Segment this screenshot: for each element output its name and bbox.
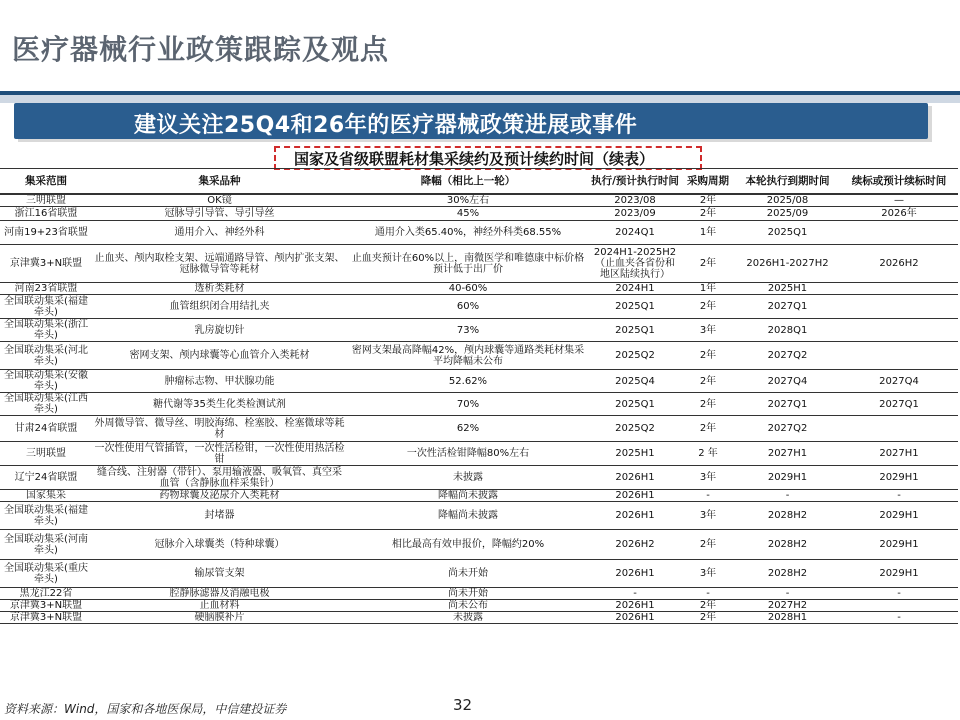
table-cell: 2025Q1 (735, 221, 840, 245)
table-cell: 2027Q1 (735, 393, 840, 416)
table-cell: 通用介入、神经外科 (92, 221, 347, 245)
table-cell: — (840, 194, 958, 207)
footer-source: 资料来源：Wind，国家和各地医保局，中信建投证券 (4, 702, 287, 716)
table-cell: 2027Q1 (840, 393, 958, 416)
table-cell: 乳房旋切针 (92, 319, 347, 342)
table-cell: 2025Q2 (589, 342, 681, 370)
table-cell: 京津冀3+N联盟 (0, 245, 92, 283)
table-cell: 全国联动集采(福建牵头) (0, 295, 92, 319)
table-cell: 2027Q4 (840, 370, 958, 393)
table-cell: 2029H1 (840, 502, 958, 530)
table-cell: 2028H1 (735, 612, 840, 624)
table-cell: - (735, 490, 840, 502)
table-cell: 2 年 (681, 442, 735, 466)
table-cell: 2026年 (840, 207, 958, 221)
table-cell: 京津冀3+N联盟 (0, 600, 92, 612)
table-cell: 2年 (681, 370, 735, 393)
table-cell: 硬脑膜补片 (92, 612, 347, 624)
banner-title: 建议关注25Q4和26年的医疗器械政策进展或事件 (134, 113, 638, 138)
table-cell: - (681, 588, 735, 600)
col-header: 集采范围 (0, 169, 92, 195)
table-cell: 2025Q2 (589, 416, 681, 442)
procurement-table (0, 168, 958, 624)
table-row (0, 295, 958, 319)
table-cell: 60% (347, 295, 589, 319)
table-cell: 2026H2 (589, 530, 681, 560)
table-cell (840, 295, 958, 319)
table-cell: 止血材料 (92, 600, 347, 612)
table-cell: 2年 (681, 530, 735, 560)
table-cell: 2年 (681, 342, 735, 370)
table-cell: 密网支架、颅内球囊等心血管介入类耗材 (92, 342, 347, 370)
table-row (0, 283, 958, 295)
table-cell: 三明联盟 (0, 442, 92, 466)
table-subtitle: 国家及省级联盟耗材集采续约及预计续约时间（续表） (294, 150, 655, 168)
col-header: 执行/预计执行时间 (589, 169, 681, 195)
table-cell: 降幅尚未披露 (347, 490, 589, 502)
table-cell: 尚未开始 (347, 560, 589, 588)
table-cell: 未披露 (347, 466, 589, 490)
table-cell: 3年 (681, 466, 735, 490)
table-cell: 缝合线、注射器（带针）、泵用输液器、吸氧管、真空采血管（含静脉血样采集针） (92, 466, 347, 490)
table-cell: 通用介入类65.40%，神经外科类68.55% (347, 221, 589, 245)
col-header: 续标或预计续标时间 (840, 169, 958, 195)
table-cell: 2年 (681, 416, 735, 442)
table-cell: - (681, 490, 735, 502)
table-cell: 相比最高有效申报价，降幅约20% (347, 530, 589, 560)
table-cell: 全国联动集采(重庆牵头) (0, 560, 92, 588)
table-cell: 全国联动集采(河南牵头) (0, 530, 92, 560)
table-cell: 2026H1 (589, 502, 681, 530)
table-cell: 3年 (681, 319, 735, 342)
table-cell: 2023/08 (589, 194, 681, 207)
table-cell: 70% (347, 393, 589, 416)
table-cell: 全国联动集采(浙江牵头) (0, 319, 92, 342)
table-row (0, 490, 958, 502)
table-cell: 2025Q4 (589, 370, 681, 393)
table-cell (840, 283, 958, 295)
table-cell: 全国联动集采(河北牵头) (0, 342, 92, 370)
col-header: 本轮执行到期时间 (735, 169, 840, 195)
table-cell: 尚未开始 (347, 588, 589, 600)
table-cell: 输尿管支架 (92, 560, 347, 588)
table-cell: 30%左右 (347, 194, 589, 207)
table-cell: 腔静脉滤器及消融电极 (92, 588, 347, 600)
table-cell: 2年 (681, 207, 735, 221)
table-cell: 河南19+23省联盟 (0, 221, 92, 245)
table-cell: 2029H1 (840, 560, 958, 588)
table-cell: 降幅尚未披露 (347, 502, 589, 530)
table-cell: - (735, 588, 840, 600)
table-cell: 京津冀3+N联盟 (0, 612, 92, 624)
header-band (0, 95, 960, 103)
table-cell: - (840, 490, 958, 502)
table-cell (840, 221, 958, 245)
table-row (0, 530, 958, 560)
table-cell: 辽宁24省联盟 (0, 466, 92, 490)
table-cell: 肿瘤标志物、甲状腺功能 (92, 370, 347, 393)
table-cell: 2029H1 (840, 466, 958, 490)
table-cell: 2年 (681, 245, 735, 283)
table-cell: 2027Q4 (735, 370, 840, 393)
table-row (0, 245, 958, 283)
table-cell: 2年 (681, 393, 735, 416)
table-cell: 2年 (681, 194, 735, 207)
table-cell: 2025H1 (589, 442, 681, 466)
table-cell: 2027H2 (735, 600, 840, 612)
table-cell: 40-60% (347, 283, 589, 295)
table-cell: - (589, 588, 681, 600)
table-cell: 封堵器 (92, 502, 347, 530)
table-cell: 2025/09 (735, 207, 840, 221)
table-cell: 2025Q1 (589, 295, 681, 319)
table-cell: 2026H1 (589, 466, 681, 490)
table-cell: 2023/09 (589, 207, 681, 221)
table-cell: 甘肃24省联盟 (0, 416, 92, 442)
table-row (0, 560, 958, 588)
table-cell: 2026H1-2027H2 (735, 245, 840, 283)
table-cell: 1年 (681, 221, 735, 245)
table-cell (840, 319, 958, 342)
col-header: 降幅（相比上一轮） (347, 169, 589, 195)
table-cell: 2年 (681, 600, 735, 612)
table-cell: 浙江16省联盟 (0, 207, 92, 221)
table-cell: 河南23省联盟 (0, 283, 92, 295)
table-cell: OK镜 (92, 194, 347, 207)
table-cell: 糖代谢等35类生化类检测试剂 (92, 393, 347, 416)
table-cell: 全国联动集采(江西牵头) (0, 393, 92, 416)
table-header-row (0, 169, 958, 195)
table-cell: 2028Q1 (735, 319, 840, 342)
table-cell: 2025/08 (735, 194, 840, 207)
table-cell: 三明联盟 (0, 194, 92, 207)
table-cell (840, 342, 958, 370)
table-cell: 3年 (681, 560, 735, 588)
table-row (0, 466, 958, 490)
table-cell: 2026H2 (840, 245, 958, 283)
table-cell: 全国联动集采(福建牵头) (0, 502, 92, 530)
table-row (0, 221, 958, 245)
table-cell: 2027H1 (735, 442, 840, 466)
table-cell: 2026H1 (589, 612, 681, 624)
table-body (0, 194, 958, 624)
table-cell: 一次性活检钳降幅80%左右 (347, 442, 589, 466)
table-cell: 透析类耗材 (92, 283, 347, 295)
table-cell: 2025Q1 (589, 393, 681, 416)
table-row (0, 588, 958, 600)
table-cell: 2028H2 (735, 560, 840, 588)
table-row (0, 416, 958, 442)
table-cell: 2年 (681, 612, 735, 624)
table-cell: 止血夹预计在60%以上，南微医学和唯德康中标价格预计低于出厂价 (347, 245, 589, 283)
table-row (0, 370, 958, 393)
col-header: 集采品种 (92, 169, 347, 195)
table-cell: 2029H1 (840, 530, 958, 560)
table-cell (840, 600, 958, 612)
table-row (0, 600, 958, 612)
table-cell: 2026H1 (589, 490, 681, 502)
table-cell (840, 416, 958, 442)
table-cell: 国家集采 (0, 490, 92, 502)
table-row (0, 207, 958, 221)
table-cell: 2027Q2 (735, 342, 840, 370)
table-cell: 2026H1 (589, 560, 681, 588)
table-cell: 血管组织闭合用结扎夹 (92, 295, 347, 319)
table-cell: 外周微导管、微导丝、明胶海绵、栓塞胶、栓塞微球等耗材 (92, 416, 347, 442)
table-cell: 2027Q2 (735, 416, 840, 442)
table-cell: 2025H1 (735, 283, 840, 295)
table-cell: 73% (347, 319, 589, 342)
table-cell: 黑龙江22省 (0, 588, 92, 600)
table-cell: 2029H1 (735, 466, 840, 490)
table-row (0, 319, 958, 342)
col-header: 采购周期 (681, 169, 735, 195)
table-cell: 1年 (681, 283, 735, 295)
table-row (0, 502, 958, 530)
table-row (0, 612, 958, 624)
table-cell: 冠脉介入球囊类（特种球囊） (92, 530, 347, 560)
table-cell: 一次性使用气管插管，一次性活检钳，一次性使用热活检钳 (92, 442, 347, 466)
table-row (0, 342, 958, 370)
table-cell: 52.62% (347, 370, 589, 393)
table-cell: 止血夹、颅内取栓支架、远端通路导管、颅内扩张支架、冠脉微导管等耗材 (92, 245, 347, 283)
table-cell: 2026H1 (589, 600, 681, 612)
table-row (0, 442, 958, 466)
table-cell: 药物球囊及泌尿介入类耗材 (92, 490, 347, 502)
table-cell: 2024H1 (589, 283, 681, 295)
table-row (0, 194, 958, 207)
table-cell: 2024Q1 (589, 221, 681, 245)
table-cell: 62% (347, 416, 589, 442)
table-cell: 45% (347, 207, 589, 221)
table-cell: 2027Q1 (735, 295, 840, 319)
table-row (0, 393, 958, 416)
table-cell: - (840, 588, 958, 600)
page-title: 医疗器械行业政策跟踪及观点 (12, 33, 390, 66)
table-cell: - (840, 612, 958, 624)
table-cell: 2025Q1 (589, 319, 681, 342)
table-cell: 密网支架最高降幅42%，颅内球囊等通路类耗材集采平均降幅未公布 (347, 342, 589, 370)
table-cell: 未披露 (347, 612, 589, 624)
table-cell: 2028H2 (735, 530, 840, 560)
table-cell: 3年 (681, 502, 735, 530)
table-cell: 冠脉导引导管、导引导丝 (92, 207, 347, 221)
table-cell: 2024H1-2025H2（止血夹各省份和地区陆续执行） (589, 245, 681, 283)
table-cell: 2028H2 (735, 502, 840, 530)
table-cell: 全国联动集采(安徽牵头) (0, 370, 92, 393)
page-number: 32 (453, 696, 473, 714)
table-cell: 2027H1 (840, 442, 958, 466)
table-cell: 尚未公布 (347, 600, 589, 612)
table-cell: 2年 (681, 295, 735, 319)
